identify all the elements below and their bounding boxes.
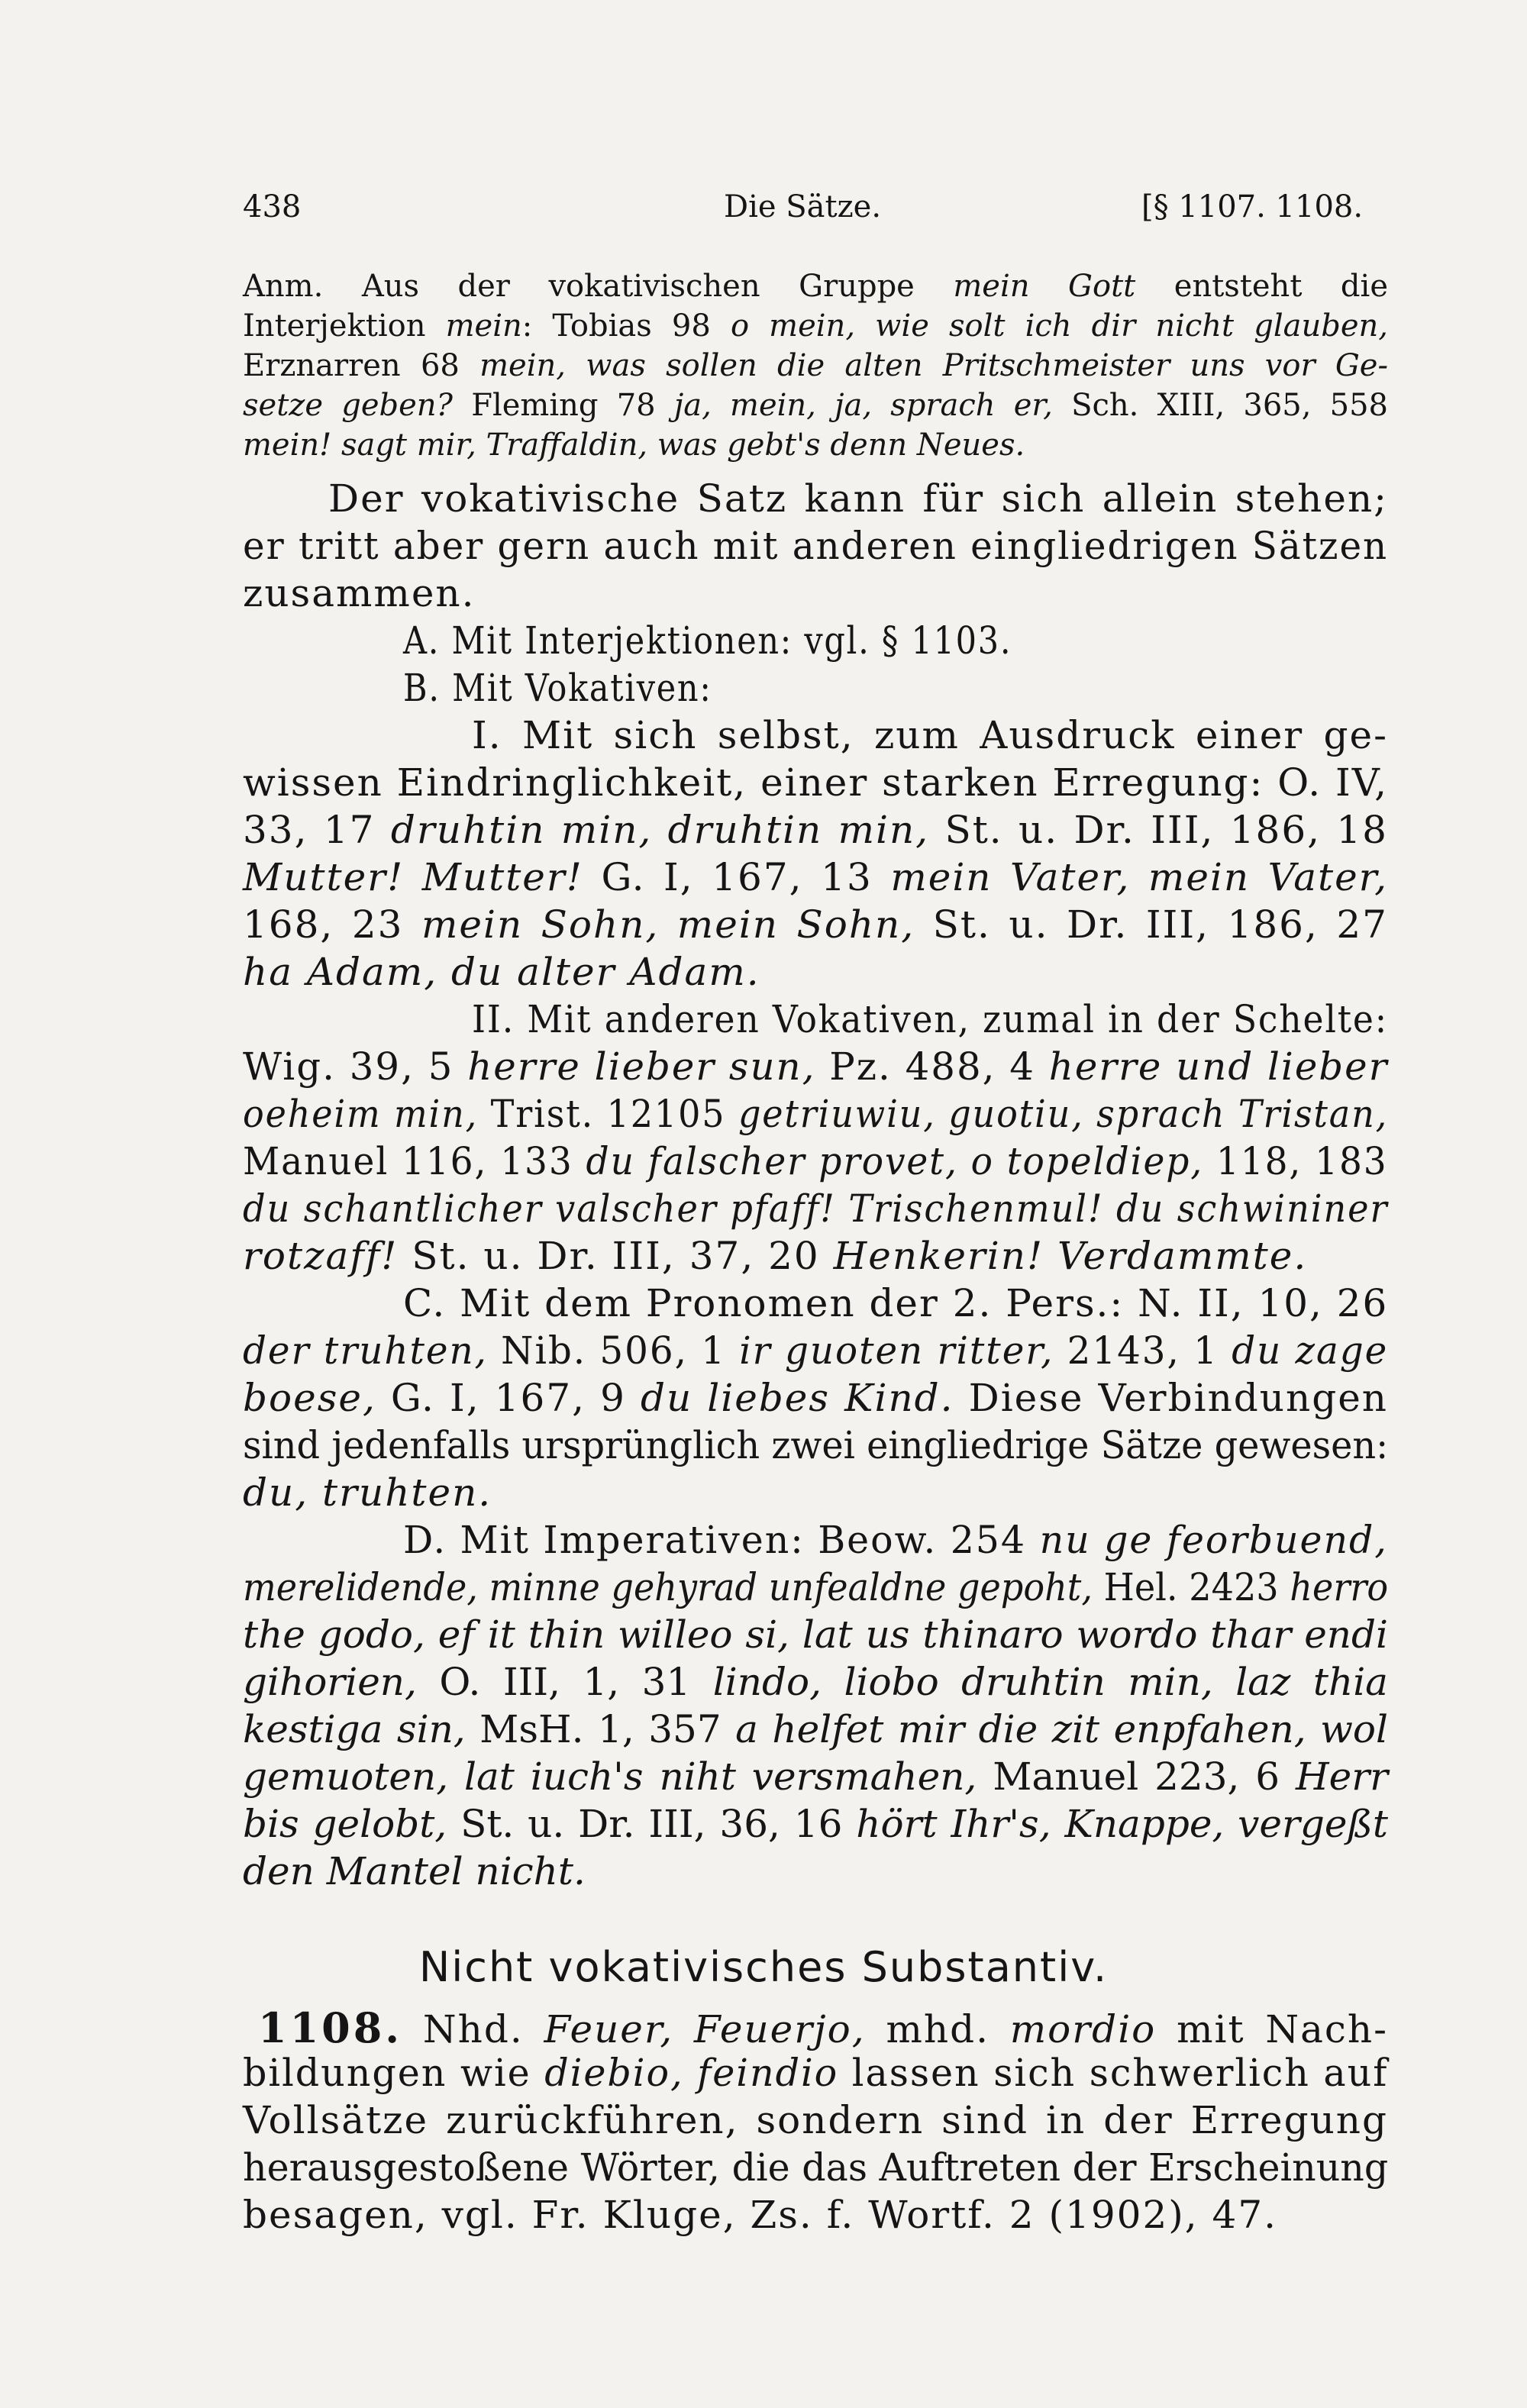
- section-heading: Nicht vokativisches Substantiv.: [418, 1943, 1109, 1991]
- item-a: A. Mit Interjektionen: vgl. § 1103.: [403, 618, 1012, 663]
- paragraph-line: gihorien, O. III, 1, 31 lindo, liobo druhtin min, laz thia: [243, 1660, 1388, 1704]
- annotation-line: Anm. Aus der vokativischen Gruppe mein Gott entsteht die: [243, 269, 1388, 304]
- paragraph-line: D. Mit Imperativen: Beow. 254 nu ge feorbuend,: [403, 1518, 1388, 1562]
- annotation-line: setze geben? Fleming 78 ja, mein, ja, sprach er, Sch. XIII, 365, 558: [243, 388, 1388, 423]
- section-number: 1108.: [258, 2003, 403, 2052]
- paragraph-line: Vollsätze zurückführen, sondern sind in der Erregung: [243, 2098, 1388, 2142]
- section-reference: [§ 1107. 1108.: [1141, 189, 1364, 224]
- paragraph-line: sind jedenfalls ursprünglich zwei eingliedrige Sätze gewesen:: [243, 1423, 1389, 1467]
- paragraph-line: 168, 23 mein Sohn, mein Sohn, St. u. Dr. III, 186, 27: [243, 902, 1388, 947]
- paragraph-line: bis gelobt, St. u. Dr. III, 36, 16 hört Ihr's, Knappe, vergeßt: [243, 1802, 1389, 1846]
- annotation-line: mein! sagt mir, Traffaldin, was gebt's denn Neues.: [243, 428, 1025, 463]
- paragraph-line: rotzaff! St. u. Dr. III, 37, 20 Henkerin! Verdammte.: [243, 1234, 1308, 1278]
- paragraph-line: er tritt aber gern auch mit anderen eingliedrigen Sätzen: [243, 524, 1389, 568]
- paragraph-line: wissen Eindringlichkeit, einer starken Erregung: O. IV,: [243, 760, 1389, 805]
- paragraph-line: Mutter! Mutter! G. I, 167, 13 mein Vater, mein Vater,: [243, 855, 1388, 899]
- paragraph-line: den Mantel nicht.: [243, 1849, 586, 1893]
- annotation-line: Interjektion mein: Tobias 98 o mein, wie solt ich dir nicht glauben,: [243, 308, 1389, 344]
- paragraph-line: I. Mit sich selbst, zum Ausdruck einer ge-: [472, 713, 1388, 757]
- paragraph-line: Wig. 39, 5 herre lieber sun, Pz. 488, 4 herre und lieber: [243, 1044, 1389, 1089]
- paragraph-line: merelidende, minne gehyrad unfealdne gepoht, Hel. 2423 herro: [243, 1565, 1389, 1609]
- paragraph-line: the godo, ef it thin willeo si, lat us thinaro wordo thar endi: [243, 1612, 1388, 1657]
- paragraph-line: oeheim min, Trist. 12105 getriuwiu, guotiu, sprach Tristan,: [243, 1092, 1389, 1136]
- paragraph-line: II. Mit anderen Vokativen, zumal in der Schelte:: [472, 997, 1388, 1041]
- paragraph-line: Manuel 116, 133 du falscher provet, o topeldiep, 118, 183: [243, 1139, 1388, 1183]
- annotation-line: Erznarren 68 mein, was sollen die alten Pritschmeister uns vor Ge-: [243, 348, 1388, 383]
- paragraph-line: du schantlicher valscher pfaff! Trischenmul! du schwininer: [243, 1186, 1389, 1231]
- paragraph-line: zusammen.: [243, 571, 476, 615]
- paragraph-line: bildungen wie diebio, feindio lassen sich schwerlich auf: [243, 2051, 1389, 2095]
- paragraph-line: 33, 17 druhtin min, druhtin min, St. u. Dr. III, 186, 18: [243, 808, 1388, 852]
- running-title: Die Sätze.: [724, 189, 882, 224]
- page-number: 438: [243, 189, 302, 224]
- paragraph-line: du, truhten.: [243, 1470, 492, 1515]
- paragraph-line: besagen, vgl. Fr. Kluge, Zs. f. Wortf. 2 (1902), 47.: [243, 2193, 1278, 2237]
- paragraph-line: der truhten, Nib. 506, 1 ir guoten ritter, 2143, 1 du zage: [243, 1328, 1389, 1373]
- paragraph-line: 1108. Nhd. Feuer, Feuerjo, mhd. mordio mit Nach-: [258, 2003, 1389, 2052]
- item-b: B. Mit Vokativen:: [403, 666, 712, 710]
- paragraph-line: gemuoten, lat iuch's niht versmahen, Manuel 223, 6 Herr: [243, 1754, 1388, 1799]
- paragraph-line: kestiga sin, MsH. 1, 357 a helfet mir die zit enpfahen, wol: [243, 1707, 1388, 1751]
- paragraph-line: herausgestoßene Wörter, die das Auftreten der Erscheinung: [243, 2145, 1389, 2190]
- paragraph-line: Der vokativische Satz kann für sich allein stehen;: [328, 476, 1388, 521]
- paragraph-line: ha Adam, du alter Adam.: [243, 950, 760, 994]
- paragraph-line: C. Mit dem Pronomen der 2. Pers.: N. II, 10, 26: [403, 1281, 1389, 1325]
- paragraph-line: boese, G. I, 167, 9 du liebes Kind. Diese Verbindungen: [243, 1376, 1388, 1420]
